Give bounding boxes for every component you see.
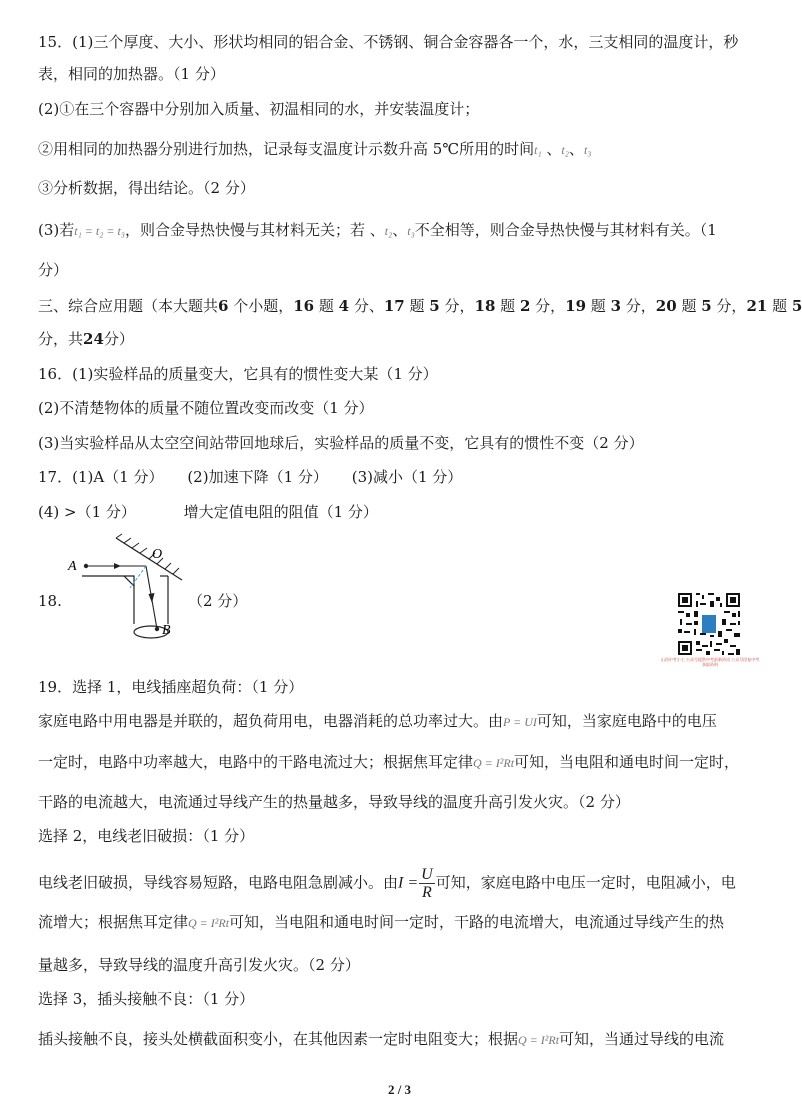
q19-choice1-title: 19．选择 1，电线插座超负荷：（1 分） xyxy=(38,678,304,696)
q15-part3-prefix: (3)若 xyxy=(38,221,75,239)
point-a-label: A xyxy=(68,559,77,574)
formula-joule: Q = I²Rt xyxy=(188,916,230,930)
formula-joule: Q = I²Rt xyxy=(473,756,515,770)
separator: 、 xyxy=(392,221,408,239)
formula-t3: t₃ xyxy=(583,143,592,157)
point-a-dot xyxy=(84,564,88,568)
q15-line-4 xyxy=(38,139,591,160)
txt: 题 xyxy=(404,297,430,315)
num: 2 xyxy=(519,297,531,315)
num: 3 xyxy=(610,297,622,315)
point-o-label: O xyxy=(152,547,163,562)
q15-part3-end: 不全相等，则合金导热快慢与其材料有关。（1 xyxy=(414,221,717,239)
q15-line-1: 15．(1)三个厚度、大小、形状均相同的铝合金、不锈钢、铜合金容器各一个，水，三支相同的温度计，秒 xyxy=(38,33,739,51)
section3-title: 三、综合应用题（本大题共 xyxy=(38,297,219,315)
txt: 可知，当电阻和通电时间一定时，干路的电流增大，电流通过导线产生的热 xyxy=(229,913,725,931)
txt: 电线老旧破损，导线容易短路，电路电阻急剧减小。由 xyxy=(38,873,399,892)
num: 17 xyxy=(383,297,405,315)
q19-choice3-title: 选择 3，插头接触不良：（1 分） xyxy=(38,990,255,1008)
q16-line-3: (3)当实验样品从太空空间站带回地球后，实验样品的质量不变，它具有的惯性不变（2 分） xyxy=(38,434,644,452)
q15-part3-mid: ，则合金导热快慢与其材料无关；若 、 xyxy=(124,221,385,239)
qr-center-logo xyxy=(702,615,716,633)
qr-caption: 山西中考小七 公众号提供中考最新资讯 公众号回复中考获取资料 xyxy=(660,657,760,667)
q15-step2-text: ②用相同的加热器分别进行加热，记录每支温度计示数升高 5℃所用的时间 xyxy=(38,140,535,158)
txt: 流增大；根据焦耳定律 xyxy=(38,913,189,931)
txt: 分，共 xyxy=(38,330,84,348)
q17-line-1: 17．(1)A（1 分） (2)加速下降（1 分） (3)减小（1 分） xyxy=(38,468,463,486)
txt: 题 xyxy=(495,297,520,315)
fraction-denominator: R xyxy=(422,884,432,901)
num: 6 xyxy=(218,297,229,315)
formula-joule: Q = I²Rt xyxy=(518,1033,560,1047)
q15-line-3: (2)①在三个容器中分别加入质量、初温相同的水，并安装温度计； xyxy=(38,100,480,118)
q19-choice2-line-1 xyxy=(38,866,736,901)
point-b-dot xyxy=(155,627,159,631)
formula-ohm-lhs: I = xyxy=(398,874,419,892)
txt: 题 xyxy=(676,297,702,315)
q18-label: 18. xyxy=(38,592,62,610)
separator: 、 xyxy=(541,140,562,158)
num: 20 xyxy=(655,297,677,315)
txt: 可知，家庭电路中电压一定时，电阻减小，电 xyxy=(435,873,736,892)
qr-code-icon xyxy=(676,591,742,657)
formula-t-equal: t₁ = t₂ = t₃ xyxy=(74,224,125,238)
q15-line-5: ③分析数据，得出结论。（2 分） xyxy=(38,179,255,197)
q15-line-7: 分） xyxy=(38,261,69,279)
txt: 可知，当电阻和通电时间一定时， xyxy=(514,753,740,771)
q19-choice2-title: 选择 2，电线老旧破损：（1 分） xyxy=(38,827,255,845)
num: 5 xyxy=(429,297,440,315)
formula-power: P = UI xyxy=(503,715,537,729)
page-number: 2 / 3 xyxy=(387,1082,412,1097)
point-b-label: B xyxy=(162,623,171,638)
q19-choice2-line-2 xyxy=(38,912,724,933)
txt: 个小题， xyxy=(228,297,294,315)
q19-choice2-line-3: 量越多，导致导线的温度升高引发火灾。（2 分） xyxy=(38,956,360,974)
txt: 分） xyxy=(103,330,134,348)
q19-choice3-line-1 xyxy=(38,1029,724,1050)
mirror-hatching xyxy=(116,534,179,574)
fraction-numerator: U xyxy=(421,866,433,883)
q15-line-6 xyxy=(38,220,717,241)
num: 18 xyxy=(474,297,496,315)
txt: 题 xyxy=(767,297,792,315)
q16-line-2: (2)不清楚物体的质量不随位置改变而改变（1 分） xyxy=(38,399,374,417)
arrow-icon xyxy=(149,593,155,603)
q17-line-2: (4) >（1 分） 增大定值电阻的阻值（1 分） xyxy=(38,503,378,521)
q19-choice1-line-1 xyxy=(38,711,717,732)
formula-ohm-fraction xyxy=(419,866,435,901)
num: 21 xyxy=(746,297,768,315)
num: 16 xyxy=(293,297,315,315)
formula-t3: t₃ xyxy=(407,224,415,238)
arrow-icon xyxy=(114,563,121,569)
q19-choice1-line-2 xyxy=(38,752,739,773)
separator: 、 xyxy=(568,140,584,158)
txt: 分， xyxy=(621,297,656,315)
q18-reflection-diagram xyxy=(64,536,194,648)
txt: 分， xyxy=(530,297,566,315)
num: 5 xyxy=(701,297,712,315)
txt: 可知，当家庭电路中的电压 xyxy=(536,712,717,730)
q19-choice1-line-3: 干路的电流越大，电流通过导线产生的热量越多，导致导线的温度升高引发火灾。（2 分） xyxy=(38,793,630,811)
num: 19 xyxy=(565,297,587,315)
txt: 题 xyxy=(314,297,339,315)
num: 24 xyxy=(83,330,104,348)
q15-line-2: 表，相同的加热器。（1 分） xyxy=(38,65,225,83)
q16-line-1: 16．(1)实验样品的质量变大，它具有的惯性变大某（1 分） xyxy=(38,365,438,383)
txt: 一定时，电路中功率越大，电路中的干路电流过大；根据焦耳定律 xyxy=(38,753,474,771)
txt: 家庭电路中用电器是并联的，超负荷用电，电器消耗的总功率过大。由 xyxy=(38,712,504,730)
num: 5 xyxy=(791,297,802,315)
txt: 分， xyxy=(711,297,747,315)
txt: 分， xyxy=(439,297,475,315)
txt: 题 xyxy=(586,297,611,315)
section3-header-line-1 xyxy=(38,296,802,316)
q18-score: （2 分） xyxy=(188,592,248,610)
txt: 可知，当通过导线的电流 xyxy=(559,1030,725,1048)
txt: 插头接触不良，接头处横截面积变小，在其他因素一定时电阻变大；根据 xyxy=(38,1030,519,1048)
num: 4 xyxy=(338,297,350,315)
formula-t2: t₂ xyxy=(561,143,569,157)
section3-header-line-2 xyxy=(38,329,134,349)
formula-t2: t₂ xyxy=(384,224,393,238)
txt: 分、 xyxy=(349,297,384,315)
formula-t1: t₁ xyxy=(534,143,542,157)
